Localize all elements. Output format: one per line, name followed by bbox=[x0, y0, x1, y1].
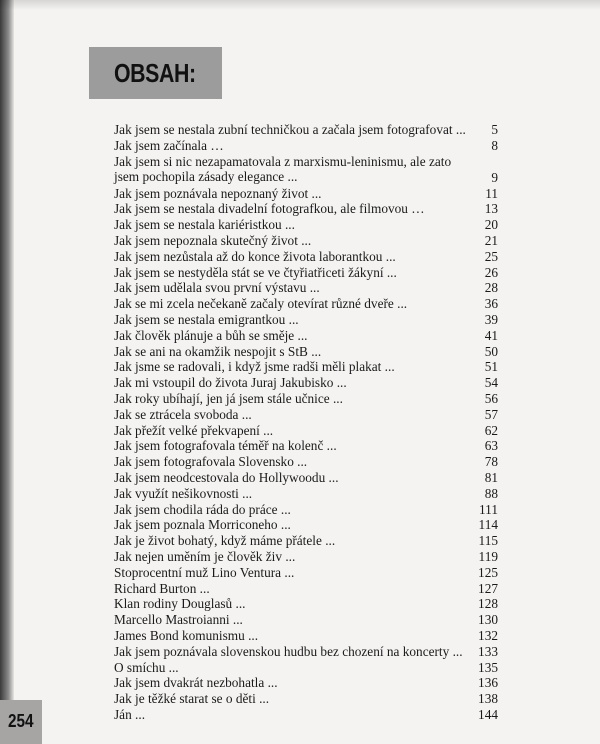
toc-entry-title: Jak roky ubíhají, jen já jsem stále učnice ... bbox=[114, 390, 343, 406]
toc-entry-title: Jak jsem fotografovala téměř na kolenč ... bbox=[114, 438, 337, 454]
toc-entry-page: 26 bbox=[484, 264, 498, 280]
toc-entry bbox=[114, 375, 498, 391]
toc-entry-page: 56 bbox=[484, 390, 498, 406]
toc-entry-page: 144 bbox=[478, 706, 498, 722]
toc-entry bbox=[114, 328, 498, 344]
toc-entry-page: 54 bbox=[484, 375, 498, 391]
toc-entry-title: Jak využít nešikovnosti ... bbox=[114, 485, 253, 501]
toc-entry-page: 5 bbox=[491, 122, 498, 137]
toc-entry bbox=[114, 533, 498, 549]
toc-entry bbox=[114, 312, 498, 328]
toc-entry-page: 130 bbox=[478, 612, 498, 628]
toc-entry bbox=[114, 344, 498, 360]
toc-entry-title: Jak jsem fotografovala Slovensko ... bbox=[114, 454, 308, 470]
toc-entry bbox=[114, 502, 498, 518]
toc-entry-title: Jak jsem poznávala nepoznaný život ... bbox=[114, 185, 322, 201]
toc-entry-title: Jak přežít velké překvapení ... bbox=[114, 422, 274, 438]
toc-entry-title: Jak jsem se nestala kariéristkou ... bbox=[114, 217, 295, 233]
toc-entry bbox=[114, 565, 498, 581]
toc-entry-page: 36 bbox=[484, 296, 498, 312]
toc-entry-title: Jak je život bohatý, když máme přátele ... bbox=[114, 533, 336, 549]
toc-entry bbox=[114, 612, 498, 628]
toc-entry-page: 13 bbox=[484, 201, 498, 217]
toc-entry bbox=[114, 549, 498, 565]
toc-entry-page: 132 bbox=[478, 627, 498, 643]
toc-entry-page: 119 bbox=[478, 548, 498, 564]
toc-entry-title: O smíchu ... bbox=[114, 659, 179, 675]
toc-entry bbox=[114, 154, 498, 186]
toc-entry bbox=[114, 265, 498, 281]
toc-entry-title: Jak se ztrácela svoboda ... bbox=[114, 406, 252, 422]
toc-entry bbox=[114, 454, 498, 470]
toc-entry-title: Jak jsem začínala … bbox=[114, 137, 224, 153]
toc-entry bbox=[114, 517, 498, 533]
top-edge-shadow bbox=[0, 0, 600, 10]
toc-entry bbox=[114, 233, 498, 249]
toc-entry-page: 51 bbox=[484, 359, 498, 375]
toc-entry-title: Ján ... bbox=[114, 706, 146, 722]
toc-entry bbox=[114, 691, 498, 707]
toc-entry-page: 50 bbox=[484, 343, 498, 359]
toc-entry bbox=[114, 581, 498, 597]
toc-entry-title: Jak jsem udělala svou první výstavu ... bbox=[114, 280, 320, 296]
toc-entry-title: Jak nejen uměním je člověk živ ... bbox=[114, 548, 296, 564]
toc-entry-page: 127 bbox=[478, 580, 498, 596]
toc-entry-page: 78 bbox=[484, 454, 498, 470]
toc-entry bbox=[114, 138, 498, 154]
toc-entry-page: 81 bbox=[484, 469, 498, 485]
toc-entry bbox=[114, 423, 498, 439]
toc-entry-title: Jak jsem chodila ráda do práce ... bbox=[114, 501, 291, 517]
toc-entry-title: Marcello Mastroianni ... bbox=[114, 612, 243, 628]
toc-entry-title: Jak jsem si nic nezapamatovala z marxismu-leninismu, ale zato jsem pochopila zásady elegance ... bbox=[114, 153, 452, 184]
toc-entry bbox=[114, 249, 498, 265]
toc-entry-title: Jak jsem se nestyděla stát se ve čtyřiatřiceti žákyní ... bbox=[114, 264, 397, 280]
toc-entry-page: 63 bbox=[484, 438, 498, 454]
toc-entry-page: 11 bbox=[485, 185, 498, 201]
toc-entry bbox=[114, 359, 498, 375]
toc-entry-page: 111 bbox=[479, 501, 498, 517]
toc-entry-title: Jak jsem poznávala slovenskou hudbu bez chození na koncerty ... bbox=[114, 643, 463, 659]
toc-entry-page: 8 bbox=[491, 137, 498, 153]
toc-entry-page: 20 bbox=[484, 217, 498, 233]
toc-entry bbox=[114, 296, 498, 312]
toc-entry-page: 41 bbox=[484, 327, 498, 343]
toc-entry bbox=[114, 707, 498, 723]
toc-entry-page: 114 bbox=[478, 517, 498, 533]
toc-entry bbox=[114, 407, 498, 423]
toc-entry-page: 136 bbox=[478, 675, 498, 691]
toc-entry bbox=[114, 438, 498, 454]
toc-entry-title: Jak je těžké starat se o děti ... bbox=[114, 691, 270, 707]
toc-entry-title: Richard Burton ... bbox=[114, 580, 210, 596]
page-title: OBSAH: bbox=[114, 58, 196, 88]
toc-entry-title: Klan rodiny Douglasů ... bbox=[114, 596, 246, 612]
toc-entry bbox=[114, 596, 498, 612]
toc-entry bbox=[114, 675, 498, 691]
toc-entry-title: Jak jsem neodcestovala do Hollywoodu ... bbox=[114, 469, 339, 485]
toc-entry bbox=[114, 391, 498, 407]
toc-entry-page: 88 bbox=[484, 485, 498, 501]
toc-entry-title: Jak jsme se radovali, i když jsme radši měli plakat ... bbox=[114, 359, 395, 375]
toc-entry bbox=[114, 186, 498, 202]
toc-entry bbox=[114, 660, 498, 676]
page-number: 254 bbox=[8, 711, 34, 731]
toc-entry-page: 128 bbox=[478, 596, 498, 612]
toc-entry-title: Jak jsem se nestala divadelní fotografkou, ale filmovou … bbox=[114, 201, 425, 217]
toc-entry-page: 25 bbox=[484, 248, 498, 264]
toc-entry bbox=[114, 644, 498, 660]
toc-entry-page: 62 bbox=[484, 422, 498, 438]
toc-entry-page: 21 bbox=[484, 232, 498, 248]
toc-entry-title: Jak se ani na okamžik nespojit s StB ... bbox=[114, 343, 322, 359]
toc-entry-title: Jak mi vstoupil do života Juraj Jakubisko ... bbox=[114, 375, 347, 391]
toc-entry-page: 133 bbox=[478, 643, 498, 659]
toc-entry-title: Jak jsem se nestala emigrantkou ... bbox=[114, 311, 299, 327]
toc-entry-page: 57 bbox=[484, 406, 498, 422]
toc-entry-title: Jak jsem poznala Morriconeho ... bbox=[114, 517, 291, 533]
toc-entry bbox=[114, 628, 498, 644]
toc-entry-page: 135 bbox=[478, 659, 498, 675]
toc-entry-title: James Bond komunismu ... bbox=[114, 627, 259, 643]
toc-entry-title: Jak jsem se nestala zubní techničkou a začala jsem fotografovat ... bbox=[114, 122, 466, 137]
toc-entry-title: Jak jsem nezůstala až do konce života laborantkou ... bbox=[114, 248, 396, 264]
toc-entry-page: 138 bbox=[478, 691, 498, 707]
toc-entry-page: 9 bbox=[491, 169, 498, 185]
page-edge-shadow bbox=[0, 0, 14, 744]
toc-entry bbox=[114, 217, 498, 233]
toc-entry bbox=[114, 470, 498, 486]
table-of-contents bbox=[114, 122, 498, 723]
toc-entry bbox=[114, 280, 498, 296]
toc-entry-page: 28 bbox=[484, 280, 498, 296]
toc-entry-title: Jak jsem dvakrát nezbohatla ... bbox=[114, 675, 278, 691]
toc-entry bbox=[114, 486, 498, 502]
toc-entry-title: Jak člověk plánuje a bůh se směje ... bbox=[114, 327, 308, 343]
toc-entry-page: 125 bbox=[478, 564, 498, 580]
toc-entry-page: 115 bbox=[478, 533, 498, 549]
toc-entry-title: Jak se mi zcela nečekaně začaly otevírat různé dveře ... bbox=[114, 296, 408, 312]
toc-entry bbox=[114, 201, 498, 217]
toc-entry-page: 39 bbox=[484, 311, 498, 327]
toc-entry bbox=[114, 122, 498, 138]
toc-entry-title: Stoprocentní muž Lino Ventura ... bbox=[114, 564, 295, 580]
toc-entry-title: Jak jsem nepoznala skutečný život ... bbox=[114, 232, 312, 248]
